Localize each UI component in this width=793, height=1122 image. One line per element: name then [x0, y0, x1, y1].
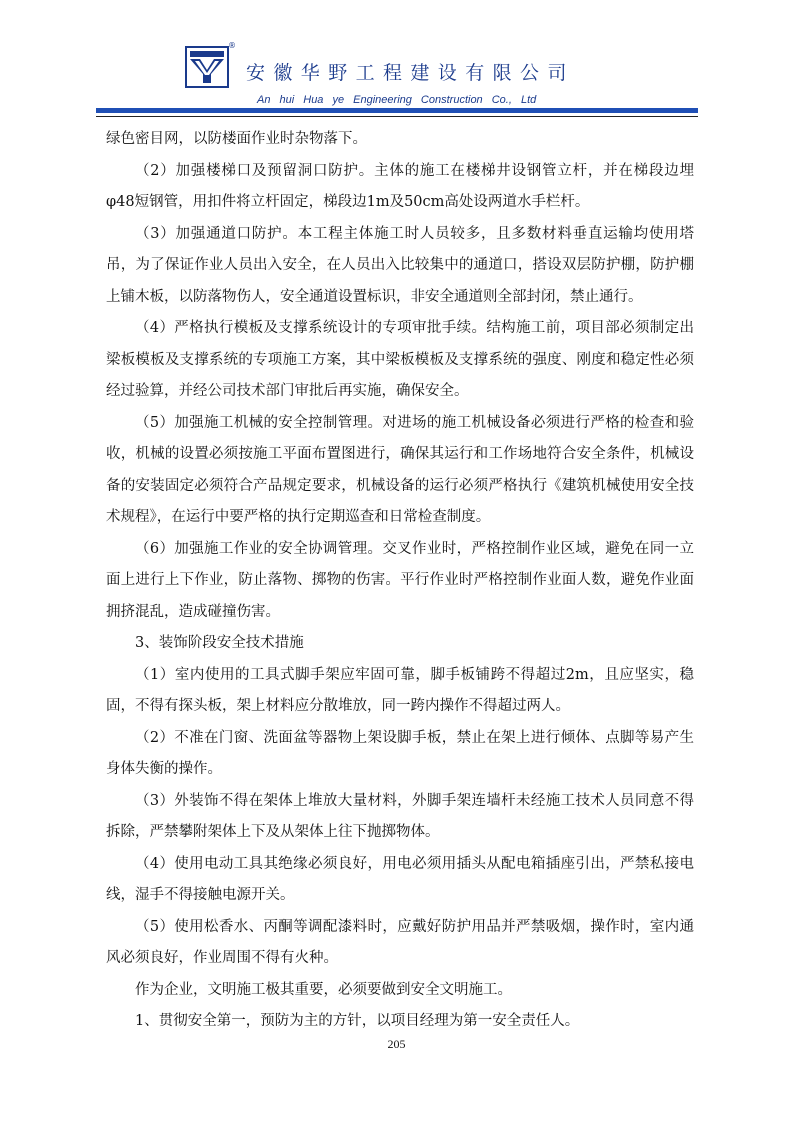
- paragraph: （1）室内使用的工具式脚手架应牢固可靠，脚手板铺跨不得超过2m，且应坚实，稳固，不得有探头板，架上材料应分散堆放，同一跨内操作不得超过两人。: [106, 666, 694, 714]
- section-heading: 3、装饰阶段安全技术措施: [135, 635, 304, 651]
- paragraph: （3）加强通道口防护。本工程主体施工时人员较多，且多数材料垂直运输均使用塔吊，为了保证作业人员出入安全，在人员出入比较集中的通道口，搭设双层防护棚，防护棚上铺木板，以防落物伤人，安全通道设置标识，非安全通道则全部封闭，禁止通行。: [106, 225, 694, 305]
- paragraph: （4）使用电动工具其绝缘必须良好，用电必须用插头从配电箱插座引出，严禁私接电线，湿手不得接触电源开关。: [106, 855, 694, 903]
- page-header: [0, 0, 793, 125]
- document-body: [106, 124, 694, 1038]
- paragraph: 绿色密目网，以防楼面作业时杂物落下。: [106, 131, 367, 147]
- paragraph: （2）加强楼梯口及预留洞口防护。主体的施工在楼梯井设钢管立杆，并在梯段边埋φ48短钢管，用扣件将立杆固定，梯段边1m及50cm高处设两道水手栏杆。: [106, 162, 694, 210]
- page-number: 205: [387, 1037, 406, 1051]
- header-rule-thin: [96, 116, 698, 117]
- paragraph: （4）严格执行模板及支撑系统设计的专项审批手续。结构施工前，项目部必须制定出梁板模板及支撑系统的专项施工方案，其中梁板模板及支撑系统的强度、刚度和稳定性必须经过验算，并经公司技术部门审批后再实施，确保安全。: [106, 320, 694, 399]
- company-name-en: An hui Hua ye Engineering Construction Co., Ltd: [257, 94, 537, 106]
- paragraph: （5）使用松香水、丙酮等调配漆料时，应戴好防护用品并严禁吸烟，操作时，室内通风必须良好，作业周围不得有火种。: [106, 918, 694, 966]
- paragraph: （3）外装饰不得在架体上堆放大量材料，外脚手架连墙杆未经施工技术人员同意不得拆除，严禁攀附架体上下及从架体上往下抛掷物体。: [106, 792, 694, 840]
- company-name-cn: 安徽华野工程建设有限公司: [246, 62, 575, 84]
- registered-mark: ®: [228, 41, 236, 50]
- paragraph: （2）不准在门窗、洗面盆等器物上架设脚手板，禁止在架上进行倾体、点脚等易产生身体失衡的操作。: [106, 729, 694, 777]
- paragraph: （5）加强施工机械的安全控制管理。对进场的施工机械设备必须进行严格的检查和验收，机械的设置必须按施工平面布置图进行，确保其运行和工作场地符合安全条件，机械设备的安装固定必须符合产品规定要求，机械设备的运行必须严格执行《建筑机械使用安全技术规程》，在运行中要严格的执行定期巡查和日常检查制度。: [106, 414, 694, 525]
- paragraph: 1、贯彻安全第一，预防为主的方针，以项目经理为第一安全责任人。: [135, 1013, 580, 1029]
- header-rule-blue: [96, 108, 698, 113]
- paragraph: （6）加强施工作业的安全协调管理。交叉作业时，严格控制作业区域，避免在同一立面上进行上下作业，防止落物、掷物的伤害。平行作业时严格控制作业面人数，避免作业面拥挤混乱，造成碰撞伤害。: [106, 540, 694, 620]
- company-logo-icon: [185, 46, 229, 88]
- paragraph: 作为企业，文明施工极其重要，必须要做到安全文明施工。: [135, 981, 512, 998]
